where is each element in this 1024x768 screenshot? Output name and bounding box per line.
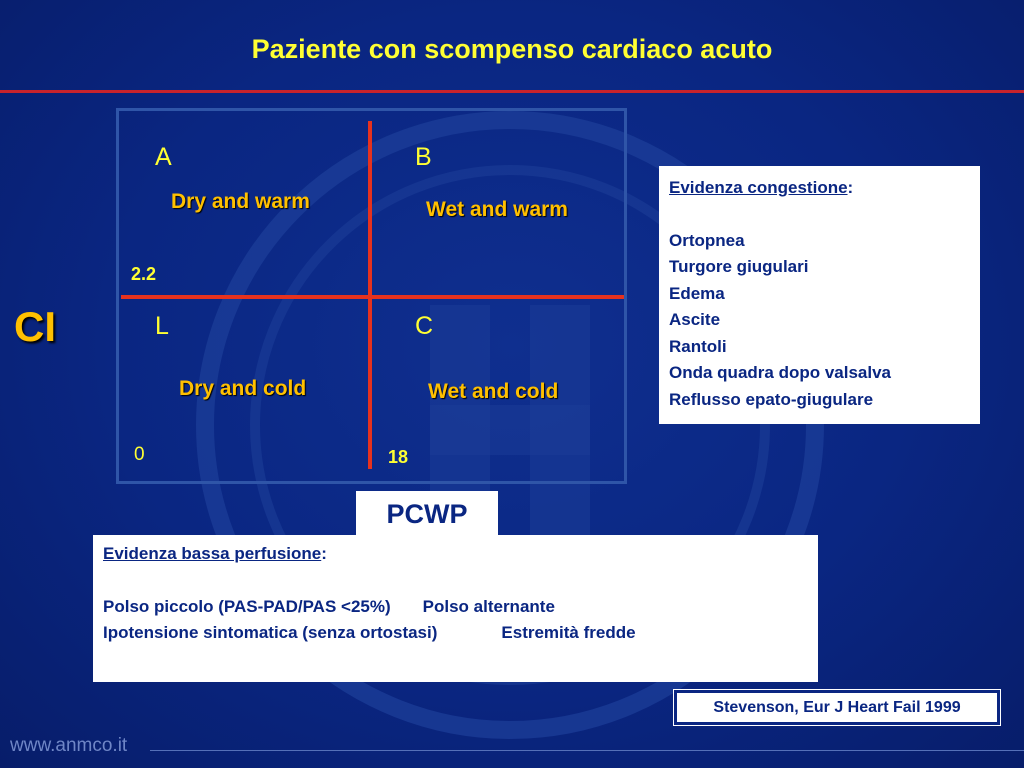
list-item: Ascite	[669, 310, 721, 329]
citation-box: Stevenson, Eur J Heart Fail 1999	[674, 690, 1000, 725]
quadrant-b-label: Wet and warm	[426, 198, 568, 221]
list-item: Polso piccolo (PAS-PAD/PAS <25%) Polso alternante	[103, 596, 555, 616]
list-item: Onda quadra dopo valsalva	[669, 363, 892, 382]
list-item: Rantoli	[669, 336, 727, 356]
quadrant-a-letter: A	[155, 143, 172, 171]
quadrant-l-label: Dry and cold	[179, 377, 307, 400]
quadrant-a-label: Dry and warm	[171, 190, 310, 213]
congestion-heading: Evidenza congestione:	[669, 178, 854, 197]
slide-title: Paziente con scompenso cardiaco acuto	[251, 34, 773, 64]
x-axis-label: PCWP	[356, 491, 498, 537]
quadrant-l-letter: L	[155, 312, 169, 340]
low-perfusion-evidence-box	[93, 535, 818, 682]
ci-threshold-line	[121, 295, 624, 299]
list-item: Turgore giugulari	[669, 257, 809, 276]
list-item: Ipotensione sintomatica (senza ortostasi) Estremità fredde	[103, 623, 636, 642]
title-divider	[0, 90, 1024, 93]
footer-url[interactable]: www.anmco.it	[10, 735, 128, 756]
quadrant-c-label: Wet and cold	[428, 380, 559, 403]
footer-divider	[150, 750, 1024, 751]
quadrant-c-letter: C	[415, 312, 434, 340]
quadrant-b-letter: B	[415, 143, 432, 171]
origin-tick: 0	[134, 444, 145, 465]
perfusion-heading: Evidenza bassa perfusione:	[103, 544, 327, 563]
congestion-evidence-box	[659, 166, 980, 424]
list-item: Ortopnea	[669, 230, 745, 250]
pcwp-threshold-tick: 18	[388, 447, 409, 467]
ci-threshold-tick: 2.2	[131, 264, 157, 284]
list-item: Edema	[669, 283, 725, 303]
y-axis-label: CI	[14, 303, 56, 350]
list-item: Reflusso epato-giugulare	[669, 389, 874, 409]
